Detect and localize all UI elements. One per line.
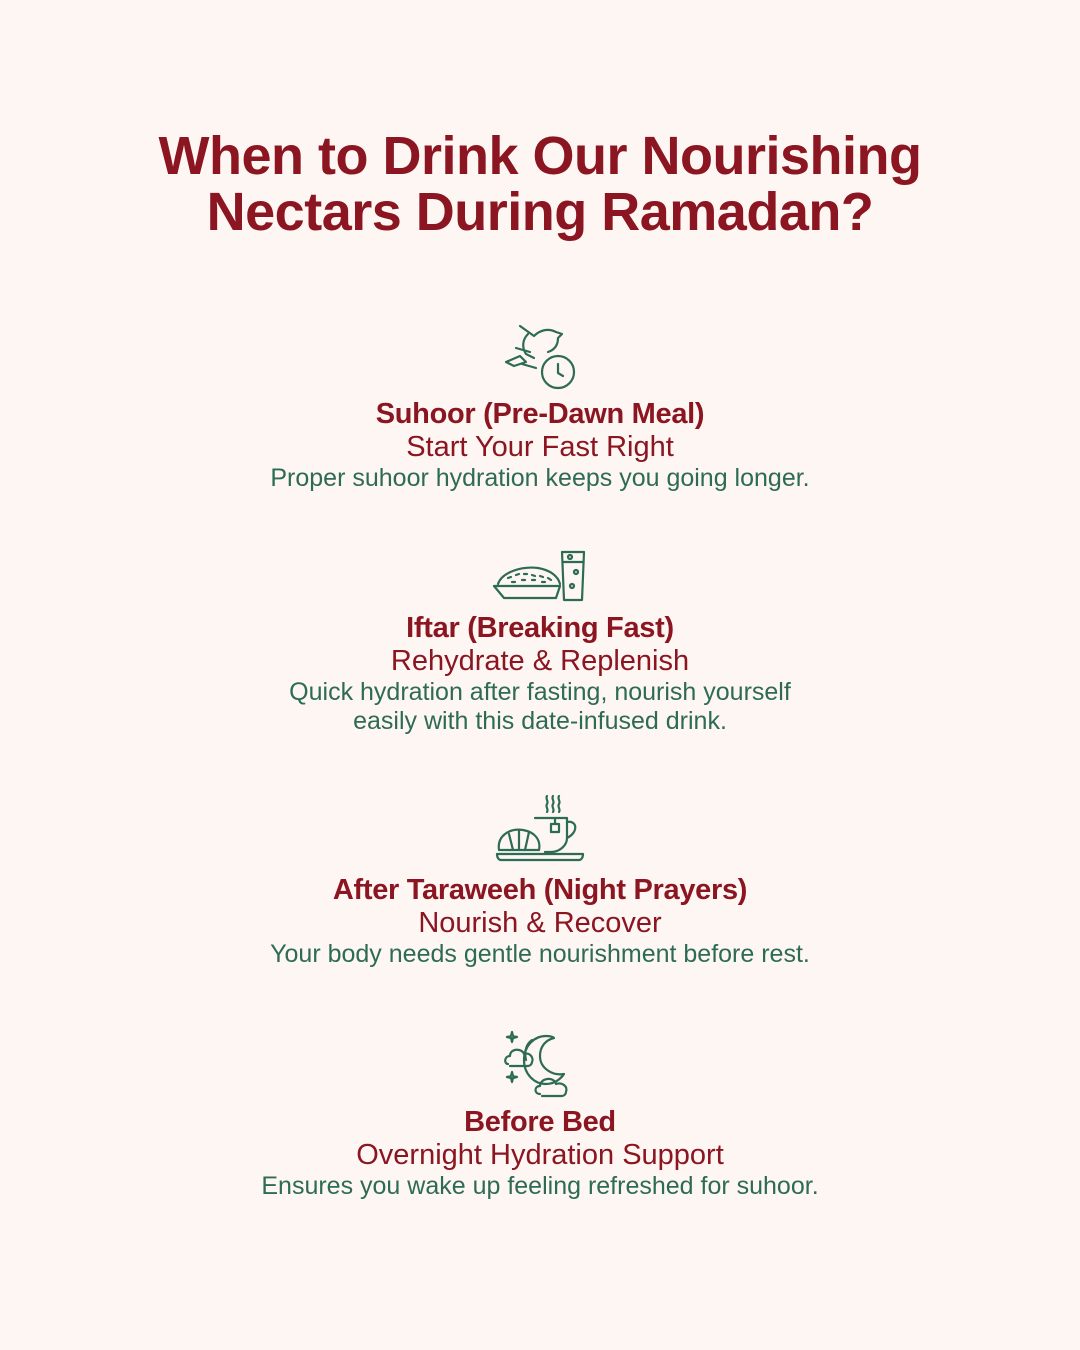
- section-body-line: Quick hydration after fasting, nourish yourself: [289, 678, 791, 706]
- section-subtitle: Overnight Hydration Support: [356, 1139, 724, 1171]
- section-before-bed: [0, 1030, 1080, 1201]
- title-line-1: When to Drink Our Nourishing: [158, 126, 922, 186]
- food-plate-drink-icon: [492, 548, 588, 604]
- page-title: [0, 128, 1080, 240]
- section-heading: After Taraweeh (Night Prayers): [332, 874, 748, 906]
- title-line-2: Nectars During Ramadan?: [206, 182, 874, 242]
- moon-clouds-icon: [502, 1030, 578, 1098]
- section-heading: Before Bed: [464, 1106, 616, 1138]
- bird-clock-icon: [500, 322, 580, 392]
- section-body-line: Proper suhoor hydration keeps you going longer.: [270, 464, 810, 492]
- tea-croissant-icon: [495, 794, 585, 864]
- section-subtitle: Rehydrate & Replenish: [390, 645, 690, 677]
- section-heading: Iftar (Breaking Fast): [406, 612, 674, 644]
- section-taraweeh: [0, 794, 1080, 969]
- section-iftar: [0, 548, 1080, 736]
- section-subtitle: Start Your Fast Right: [406, 431, 674, 463]
- section-body-line: easily with this date-infused drink.: [353, 707, 727, 735]
- section-body-line: Ensures you wake up feeling refreshed for suhoor.: [261, 1172, 819, 1200]
- section-body-line: Your body needs gentle nourishment before rest.: [270, 940, 810, 968]
- section-subtitle: Nourish & Recover: [418, 907, 662, 939]
- section-suhoor: [0, 322, 1080, 493]
- section-heading: Suhoor (Pre-Dawn Meal): [375, 398, 705, 430]
